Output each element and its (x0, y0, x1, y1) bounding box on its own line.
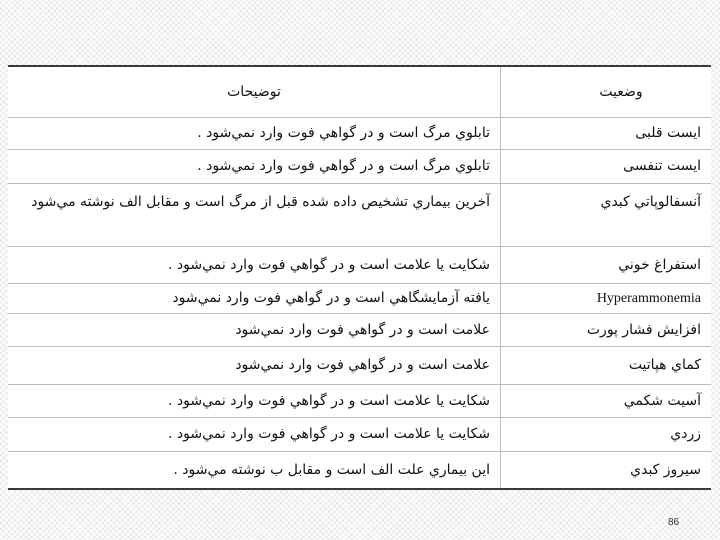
description-cell: علامت است و در گواهي فوت وارد نمي‌شود (8, 347, 501, 385)
table-row (8, 247, 711, 284)
status-cell: آسيت شكمي (501, 385, 712, 418)
description-cell: شكايت يا علامت است و در گواهي فوت وارد نمي‌شود . (8, 418, 501, 452)
description-cell: آخرين بيماري تشخيص داده شده قبل از مرگ است و مقابل الف نوشته مي‌شود (8, 184, 501, 247)
status-cell: كماي هپاتيت (501, 347, 712, 385)
table-row (8, 118, 711, 150)
page-number: 86 (668, 517, 680, 528)
table-row (8, 184, 711, 247)
description-cell: شكايت يا علامت است و در گواهي فوت وارد نمي‌شود . (8, 385, 501, 418)
description-cell: تابلوي مرگ است و در گواهي فوت وارد نمي‌شود . (8, 118, 501, 150)
table-row (8, 385, 711, 418)
table-row (8, 418, 711, 452)
table-frame (8, 65, 711, 490)
table-row (8, 284, 711, 314)
death-certificate-table (8, 67, 711, 488)
description-cell: علامت است و در گواهي فوت وارد نمي‌شود (8, 314, 501, 347)
status-cell: آنسفالوپاتي كبدي (501, 184, 712, 247)
table-row (8, 314, 711, 347)
header-description: توضيحات (8, 67, 501, 118)
status-cell: ايست تنفسی (501, 150, 712, 184)
status-cell: زردي (501, 418, 712, 452)
header-status: وضعيت (501, 67, 712, 118)
table-row (8, 452, 711, 489)
status-cell: Hyperammonemia (501, 284, 712, 314)
description-cell: شكايت يا علامت است و در گواهي فوت وارد نمي‌شود . (8, 247, 501, 284)
table-header-row (8, 67, 711, 118)
table-row (8, 150, 711, 184)
description-cell: يافته آزمايشگاهي است و در گواهي فوت وارد نمي‌شود (8, 284, 501, 314)
table-row (8, 347, 711, 385)
status-cell: ايست قلبی (501, 118, 712, 150)
status-cell: استفراغ خوني (501, 247, 712, 284)
description-cell: اين بيماري علت الف است و مقابل ب نوشته مي‌شود . (8, 452, 501, 489)
status-cell: افزايش فشار پورت (501, 314, 712, 347)
description-cell: تابلوي مرگ است و در گواهي فوت وارد نمي‌شود . (8, 150, 501, 184)
status-cell: سيروز كبدي (630, 461, 701, 478)
